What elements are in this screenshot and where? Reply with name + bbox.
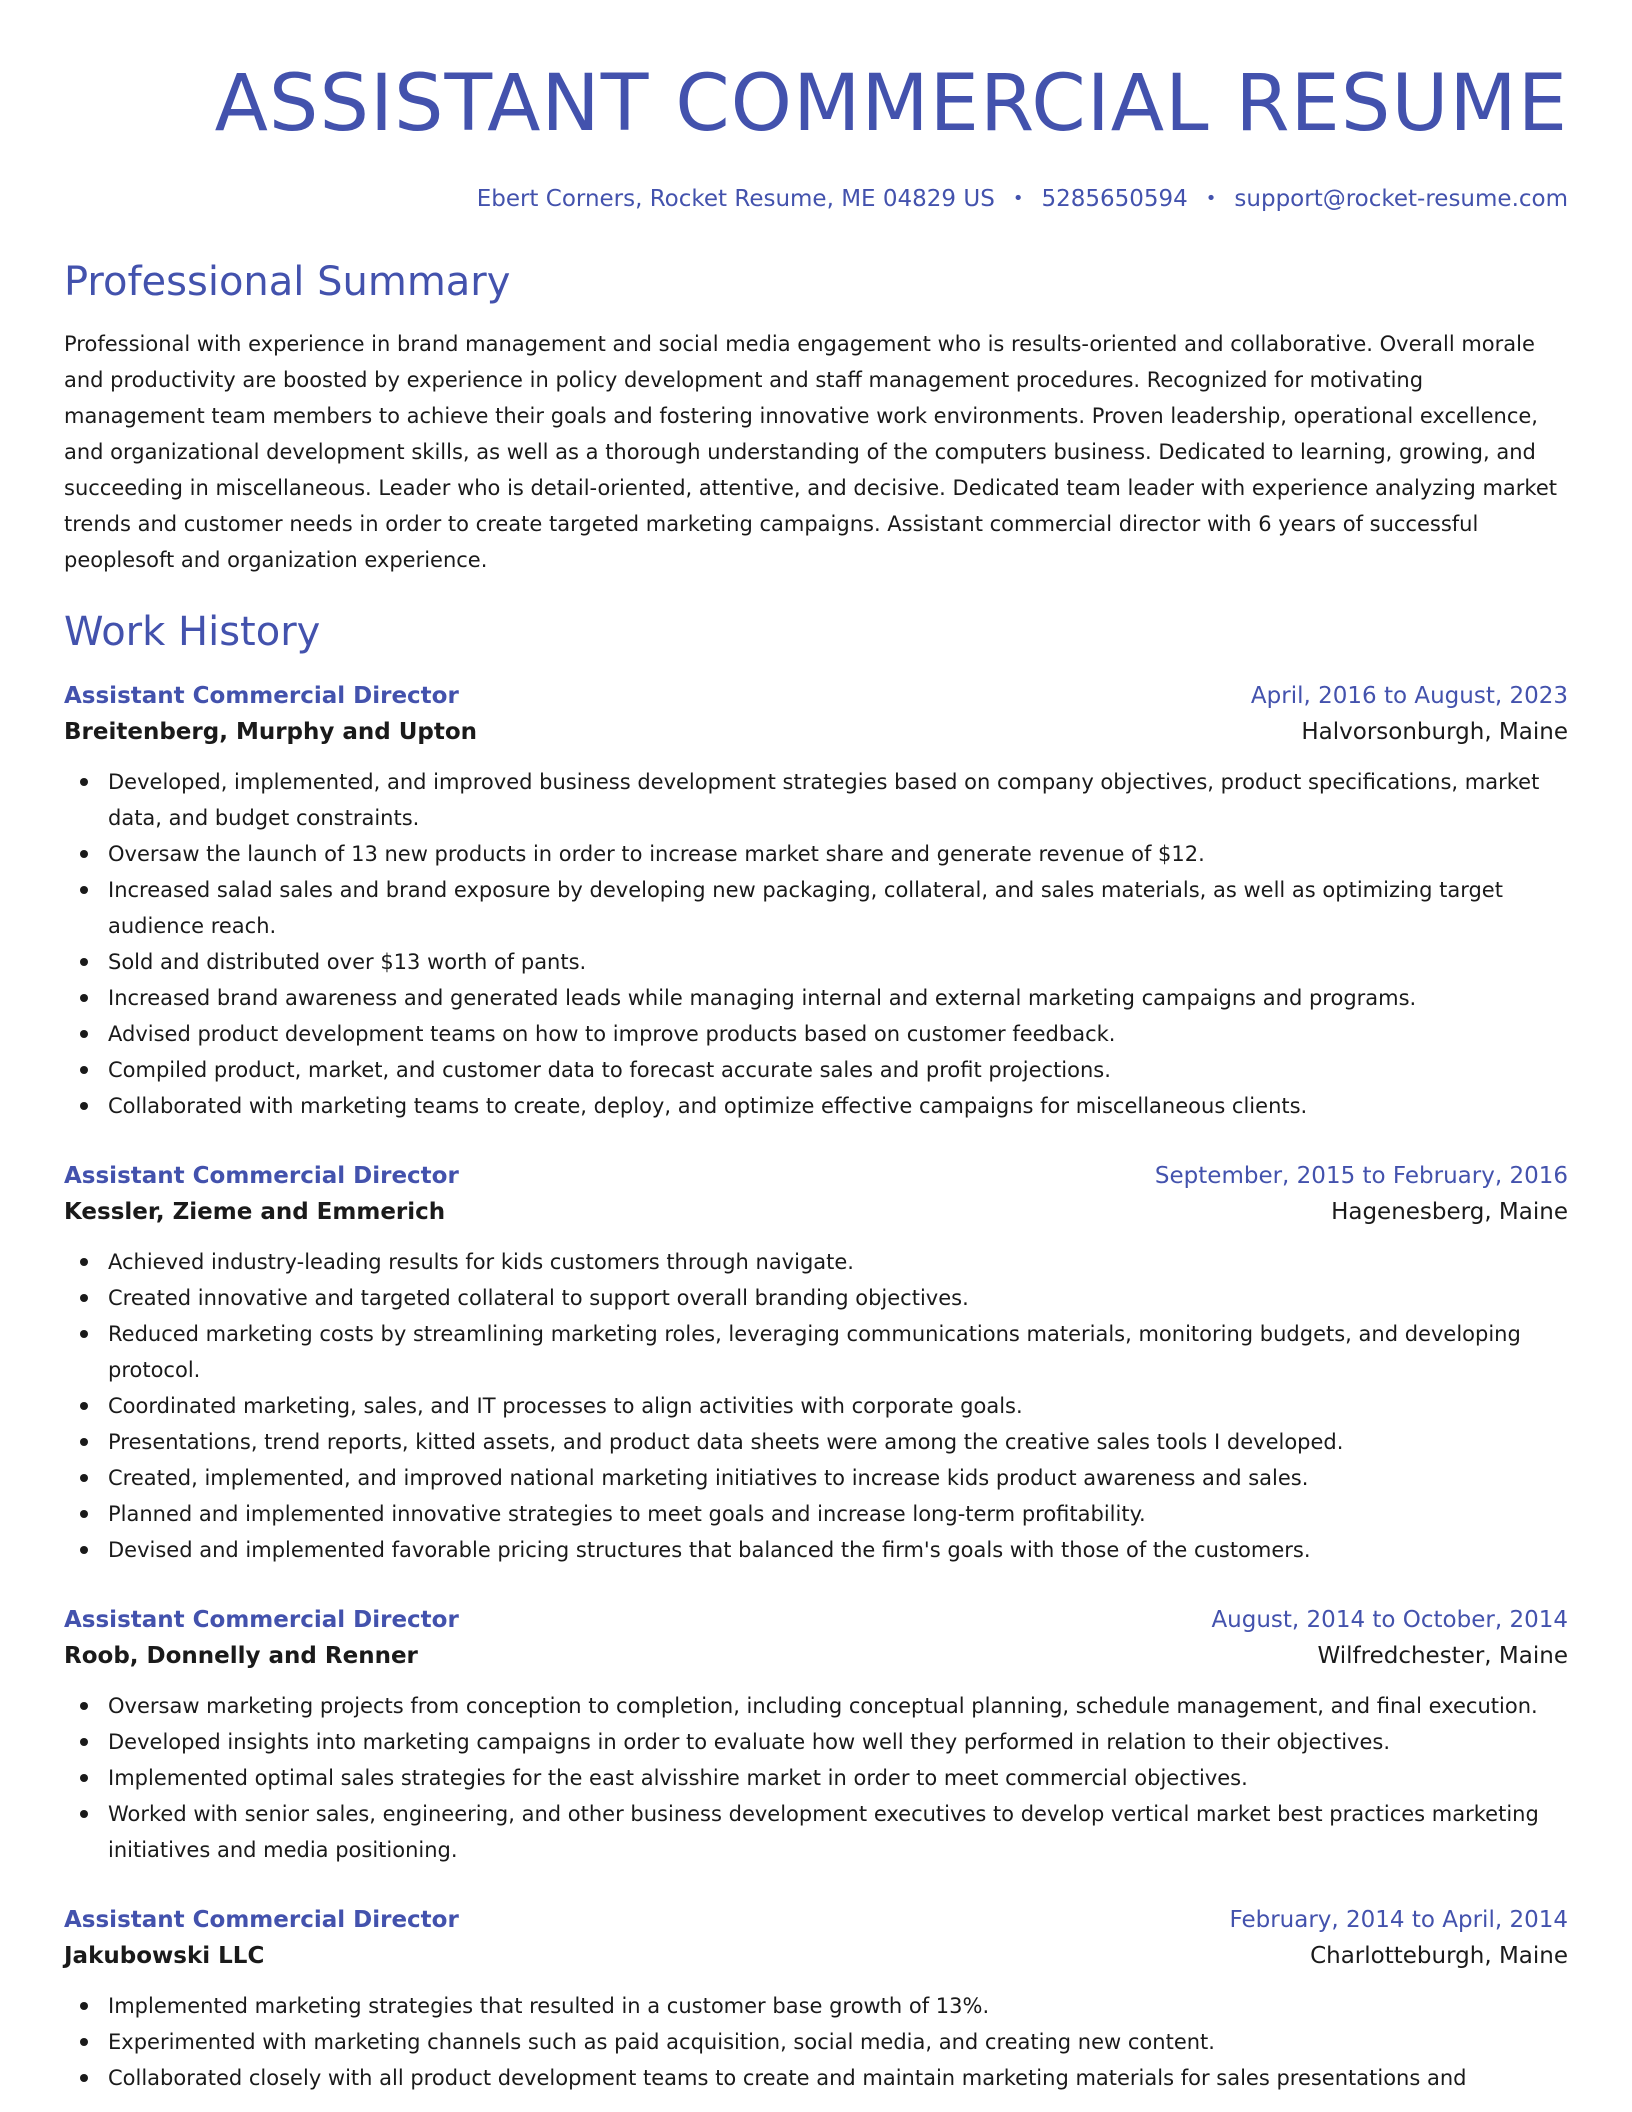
job-bullet: Advised product development teams on how to improve products based on customer feedback.	[64, 1016, 1568, 1052]
job-bullet: Coordinated marketing, sales, and IT processes to align activities with corporate goals.	[64, 1388, 1568, 1424]
job-entry	[64, 1602, 1568, 1868]
job-bullet-list	[64, 764, 1568, 1124]
job-bullet: Devised and implemented favorable pricing structures that balanced the firm's goals with those of the customers.	[64, 1532, 1568, 1568]
job-company-row	[64, 1194, 1568, 1230]
job-title: Assistant Commercial Director	[64, 683, 459, 709]
job-title-row	[64, 1602, 1568, 1638]
contact-separator: •	[1205, 188, 1217, 209]
job-bullet: Created, implemented, and improved national marketing initiatives to increase kids product awareness and sales.	[64, 1460, 1568, 1496]
job-bullet: Developed insights into marketing campaigns in order to evaluate how well they performed in relation to their objectives.	[64, 1724, 1568, 1760]
job-company: Jakubowski LLC	[64, 1943, 265, 1969]
job-company: Roob, Donnelly and Renner	[64, 1643, 418, 1669]
job-bullet: Compiled product, market, and customer data to forecast accurate sales and profit projections.	[64, 1052, 1568, 1088]
job-company: Breitenberg, Murphy and Upton	[64, 719, 478, 745]
job-bullet: Created innovative and targeted collateral to support overall branding objectives.	[64, 1280, 1568, 1316]
summary-heading: Professional Summary	[64, 259, 511, 305]
job-location: Wilfredchester, Maine	[1317, 1643, 1568, 1669]
summary-text: Professional with experience in brand management and social media engagement who is results-oriented and collaborative. Overall morale and productivity are boosted by experience in policy development and staff management procedures. Recognized for motivating management team members to achieve their goals and fostering innovative work environments. Proven leadership, operational excellence, and organizational development skills, as well as a thorough understanding of the computers business. Dedicated to learning, growing, and succeeding in miscellaneous. Leader who is detail-oriented, attentive, and decisive. Dedicated team leader with experience analyzing market trends and customer needs in order to create targeted marketing campaigns. Assistant commercial director with 6 years of successful peoplesoft and organization experience.	[64, 332, 1557, 572]
job-bullet: Experimented with marketing channels such as paid acquisition, social media, and creating new content.	[64, 2024, 1568, 2060]
resume-title: ASSISTANT COMMERCIAL RESUME	[214, 59, 1568, 149]
job-title: Assistant Commercial Director	[64, 1607, 459, 1633]
job-bullet: Increased brand awareness and generated leads while managing internal and external marketing campaigns and programs.	[64, 980, 1568, 1016]
job-title-row	[64, 1902, 1568, 1938]
job-bullet: Increased salad sales and brand exposure by developing new packaging, collateral, and sales materials, as well as optimizing target audience reach.	[64, 872, 1568, 944]
job-list	[64, 678, 1568, 2096]
job-company: Kessler, Zieme and Emmerich	[64, 1199, 446, 1225]
job-location: Halvorsonburgh, Maine	[1301, 719, 1568, 745]
job-bullet: Implemented marketing strategies that resulted in a customer base growth of 13%.	[64, 1988, 1568, 2024]
job-bullet: Oversaw the launch of 13 new products in order to increase market share and generate revenue of $12.	[64, 836, 1568, 872]
job-company-row	[64, 1638, 1568, 1674]
job-bullet: Implemented optimal sales strategies for the east alvisshire market in order to meet commercial objectives.	[64, 1760, 1568, 1796]
contact-address: Ebert Corners, Rocket Resume, ME 04829 US	[476, 186, 995, 212]
job-company-row	[64, 714, 1568, 750]
job-bullet: Developed, implemented, and improved business development strategies based on company objectives, product specifications, market data, and budget constraints.	[64, 764, 1568, 836]
job-bullet: Collaborated with marketing teams to create, deploy, and optimize effective campaigns for miscellaneous clients.	[64, 1088, 1568, 1124]
work-history-section	[64, 608, 1568, 2096]
job-entry	[64, 1902, 1568, 2096]
job-title-row	[64, 678, 1568, 714]
job-entry	[64, 1158, 1568, 1568]
job-bullet-list	[64, 1244, 1568, 1568]
resume-header	[64, 0, 1568, 214]
job-company-row	[64, 1938, 1568, 1974]
job-bullet: Collaborated closely with all product development teams to create and maintain marketing materials for sales presentations and	[64, 2060, 1568, 2096]
job-bullet: Reduced marketing costs by streamlining marketing roles, leveraging communications materials, monitoring budgets, and developing protocol.	[64, 1316, 1568, 1388]
job-dates: August, 2014 to October, 2014	[1211, 1607, 1568, 1633]
job-entry	[64, 678, 1568, 1124]
job-bullet: Sold and distributed over $13 worth of pants.	[64, 944, 1568, 980]
job-location: Hagenesberg, Maine	[1331, 1199, 1568, 1225]
job-dates: September, 2015 to February, 2016	[1154, 1163, 1568, 1189]
job-title-row	[64, 1158, 1568, 1194]
work-history-heading: Work History	[64, 609, 321, 655]
contact-separator: •	[1012, 188, 1024, 209]
job-bullet: Planned and implemented innovative strategies to meet goals and increase long-term profitability.	[64, 1496, 1568, 1532]
job-dates: April, 2016 to August, 2023	[1250, 683, 1568, 709]
job-bullet-list	[64, 1688, 1568, 1868]
contact-email: support@rocket-resume.com	[1234, 186, 1568, 212]
contact-phone: 5285650594	[1041, 186, 1188, 212]
summary-section	[64, 258, 1568, 578]
job-bullet: Worked with senior sales, engineering, and other business development executives to develop vertical market best practices marketing initiatives and media positioning.	[64, 1796, 1568, 1868]
job-bullet-list	[64, 1988, 1568, 2096]
resume-page	[64, 0, 1568, 2096]
job-bullet: Presentations, trend reports, kitted assets, and product data sheets were among the creative sales tools I developed.	[64, 1424, 1568, 1460]
contact-line	[64, 184, 1568, 214]
job-dates: February, 2014 to April, 2014	[1229, 1907, 1568, 1933]
job-title: Assistant Commercial Director	[64, 1907, 459, 1933]
job-location: Charlotteburgh, Maine	[1310, 1943, 1568, 1969]
job-bullet: Achieved industry-leading results for kids customers through navigate.	[64, 1244, 1568, 1280]
job-bullet: Oversaw marketing projects from conception to completion, including conceptual planning, schedule management, and final execution.	[64, 1688, 1568, 1724]
job-title: Assistant Commercial Director	[64, 1163, 459, 1189]
